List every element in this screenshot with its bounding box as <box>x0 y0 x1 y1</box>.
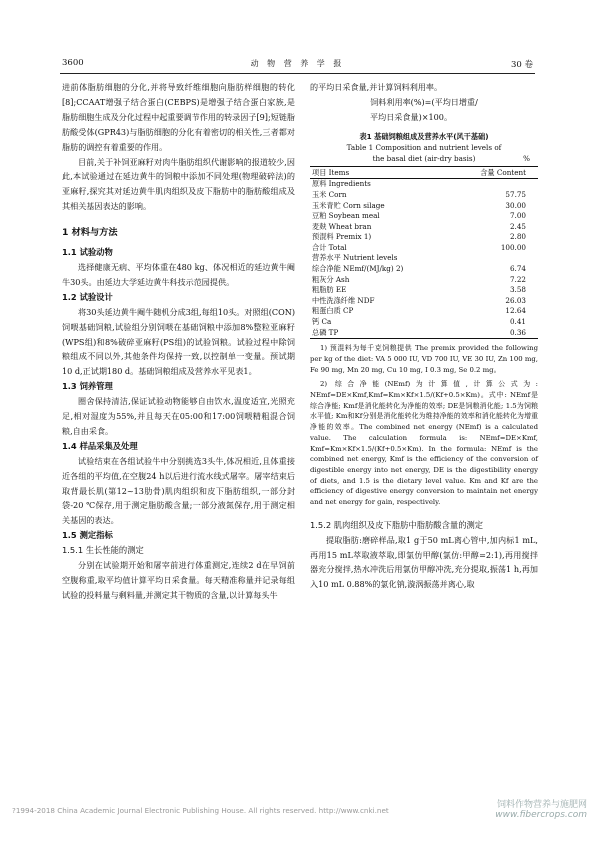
table-caption-en-2: the basal diet (air-dry basis) % <box>372 153 530 163</box>
table-row <box>310 275 538 286</box>
right-column <box>310 80 538 592</box>
section-1-2-text: 将30头延边黄牛阉牛随机分成3组,每组10头。对照组(CON)饲喂基础饲粮,试验组分别饲喂在基础饲粮中添加8%整粒亚麻籽(WPS组)和8%破碎亚麻籽(PS组)的试验饲粮。试验过程中除饲粮组成不同以外,其他条件均保持一致,以控制单一变量。预试期10 d,正试期180 d。基础饲粮组成及营养水平见表1。 <box>62 306 295 377</box>
formula-line-1: 饲料利用率(%)=(平均日增重/ <box>370 96 478 107</box>
table-cell-label: 营养水平 Nutrient levels <box>312 253 398 263</box>
table-cell-label: 粗脂肪 EE <box>312 285 347 295</box>
table-row <box>310 232 538 243</box>
section-heading-1-5-2: 1.5.2 肌肉组织及皮下脂肪中脂肪酸含量的测定 <box>310 519 484 530</box>
table-cell-value: 2.80 <box>509 232 526 242</box>
table-cell-value: 0.36 <box>450 328 538 339</box>
table-cell-label: 粗蛋白质 CP <box>312 306 354 316</box>
table-row <box>310 211 538 222</box>
table-cell-label: 玉米 Corn <box>312 189 347 199</box>
table-cell-value <box>450 253 538 264</box>
table-cell-value: 6.74 <box>509 264 526 274</box>
copyright-footer: ?1994-2018 China Academic Journal Electronic Publishing House. All rights reserved. http://www.cnki.net <box>12 806 389 815</box>
continuation-text: 的平均日采食量,并计算饲料利用率。 <box>310 82 443 92</box>
table-row <box>310 306 538 317</box>
table-caption-cn: 表1 基础饲粮组成及营养水平(风干基础) <box>359 131 489 141</box>
table-cell-label: 合计 Total <box>312 242 347 252</box>
table-cell-label: 粗灰分 Ash <box>312 274 350 284</box>
section-heading-1-5: 1.5 测定指标 <box>62 530 113 541</box>
table-footnote-2: 2) 综合净能(NEmf)为计算值,计算公式为: NEmf=DE×Kmf,Kmf=Km×Kf×1.5/(Kf+0.5×Km)。式中: NEmf是综合净能; Kmf是消化能转化为净能的效率; DE是饲粮消化能; 1.5为饲粮水平值; Km和Kf分别是消化能转化为维持净能的效率和消化能转化为增重净能的效率。The combined net energy (NEmf) is a calculated value. The calculation formula is: NEmf=DE×Kmf, Kmf=Km×Kf×1.5/(Kf+0.5×Km). In the formula: NEmf is the combined net energy, Kmf is the efficiency of the conversion of digestible energy into net energy, DE is the digestibility energy of diets, and 1.5 is the dietary level value. Km and Kf are the efficiency of digestive energy conversion to maintain net energy and net energy for gain, respectively. <box>310 380 538 507</box>
table-cell-value: 3.58 <box>509 285 526 295</box>
intro-paragraph-2: 目前,关于补饲亚麻籽对肉牛脂肪组织代谢影响的报道较少,因此,本试验通过在延边黄牛的饲粮中添加不同处理(物理破碎法)的亚麻籽,探究其对延边黄牛肌肉组织及皮下脂肪中的脂肪酸组成及其相关基因表达的影响。 <box>62 156 295 212</box>
table-row <box>310 243 538 254</box>
section-heading-1-5-1: 1.5.1 生长性能的测定 <box>62 545 144 556</box>
table-unit: % <box>523 153 530 163</box>
section-heading-1-3: 1.3 饲养管理 <box>62 381 113 392</box>
table-cell-label: 钙 Ca <box>312 317 332 327</box>
watermark-cn: 饲料作物营养与施肥网 <box>496 800 587 810</box>
table-cell-label: 中性洗涤纤维 NDF <box>312 295 375 305</box>
table-row <box>310 317 538 328</box>
formula-line-2: 平均日采食量)×100。 <box>370 111 453 122</box>
table-cell-value: 7.00 <box>509 211 526 221</box>
section-heading-materials-methods: 1 材料与方法 <box>62 227 118 239</box>
table-row <box>310 285 538 296</box>
column-header-items: 项目 Items <box>310 166 450 179</box>
table-cell-value: 100.00 <box>500 242 526 252</box>
table-cell-value: 30.00 <box>505 200 526 210</box>
table-cell-value: 26.03 <box>505 295 526 305</box>
table-cell-label: 麦麸 Wheat bran <box>312 221 372 231</box>
table-cell-value: 12.64 <box>505 306 526 316</box>
table-cell-value: 2.45 <box>509 221 526 231</box>
table-row <box>310 201 538 212</box>
table-cell-label: 综合净能 NEmf/(MJ/kg) 2) <box>312 264 404 274</box>
section-1-4-text: 试验结束在各组试验牛中分别挑选3头牛,体况相近,且体重接近各组的平均值,在空腹24 h以后进行流水线式屠宰。屠宰结束后取背最长肌(第12~13肋骨)肌肉组织和皮下脂肪组织,一部分封袋-20 ℃保存,用于测定脂肪酸含量;一部分液氮保存,用于测定相关基因的表达。 <box>62 455 295 526</box>
volume-label: 30 卷 <box>510 60 533 70</box>
section-1-1-text: 选择健康无病、平均体重在480 kg、体况相近的延边黄牛阉牛30头。由延边大学延边黄牛科技示范园提供。 <box>62 261 295 287</box>
section-1-5-2-text: 提取脂肪:磨碎样品,取1 g于50 mL离心管中,加内标1 mL,再用15 mL萃取液萃取,即氯仿甲醇(氯仿:甲醇=2:1),再用搅拌器充分搅拌,热水冲洗后用氯仿甲醇冲洗,充分提取,振荡1 h,再加入10 mL 0.88%的氯化钠,漩涡振荡并离心,取 <box>310 534 538 590</box>
table-cell-label: 豆粕 Soybean meal <box>312 211 380 221</box>
page-number: 3600 <box>62 58 84 68</box>
table-row <box>310 190 538 201</box>
table-cell-value: 0.41 <box>509 317 526 327</box>
table-row <box>310 264 538 275</box>
section-heading-1-1: 1.1 试验动物 <box>62 247 113 258</box>
table-cell-value: 7.22 <box>509 274 526 284</box>
table-cell-value: 57.75 <box>505 189 526 199</box>
table-row <box>310 179 538 190</box>
left-column <box>62 80 295 603</box>
intro-paragraph-1: 进前体脂肪细胞的分化,并将导致纤维细胞向脂肪样细胞的转化[8];CCAAT增强子结合蛋白(CEBPS)是增强子结合蛋白家族,是脂肪细胞生成及分化过程中起重要调节作用的转录因子[9];短链脂肪酸受体(GPR43)与脂肪细胞的分化有着密切的相关性,三者都对脂肪的调控有着重要的作用。 <box>62 82 295 152</box>
watermark-en: www.fibercrops.com <box>495 810 587 820</box>
section-1-5-1-text: 分别在试验期开始和屠宰前进行体重测定,连续2 d在早饲前空腹称重,取平均值计算平均日采食量。每天精准称量并记录每组试验的投料量与剩料量,并测定其干物质的含量,以计算每头牛 <box>62 560 295 600</box>
table-header-row <box>310 166 538 179</box>
table-row <box>310 296 538 307</box>
diet-composition-table <box>310 166 538 340</box>
column-header-content: 含量 Content <box>450 166 538 179</box>
header-rule <box>60 73 535 74</box>
section-heading-1-4: 1.4 样品采集及处理 <box>62 440 138 451</box>
journal-title: 动 物 营 养 学 报 <box>250 59 345 68</box>
table-cell-label: 预混料 Premix 1) <box>312 232 372 242</box>
table-footnote-1: 1) 预混料为每千克饲粮提供 The premix provided the following per kg of the diet: VA 5 000 IU, VD 700 IU, VE 30 IU, Zn 100 mg, Fe 90 mg, Mn 20 mg, Cu 10 mg, I 0.3 mg, Se 0.2 mg。 <box>310 344 538 374</box>
table-cell-label: 原料 Ingredients <box>312 179 371 189</box>
table-caption-en-1: Table 1 Composition and nutrient levels of <box>346 142 502 152</box>
table-row <box>310 253 538 264</box>
table-cell-label: 总磷 TP <box>310 328 450 339</box>
table-cell-label: 玉米青贮 Corn silage <box>312 200 385 210</box>
section-heading-1-2: 1.2 试验设计 <box>62 291 113 302</box>
table-cell-value <box>450 179 538 190</box>
watermark <box>495 800 587 820</box>
table-row <box>310 328 538 339</box>
table-row <box>310 222 538 233</box>
section-1-3-text: 圈舍保持清洁,保证试验动物能够自由饮水,温度适宜,光照充足,相对湿度为55%,并且每天在05:00和17:00饲喂精粗混合饲粮,自由采食。 <box>62 396 295 436</box>
